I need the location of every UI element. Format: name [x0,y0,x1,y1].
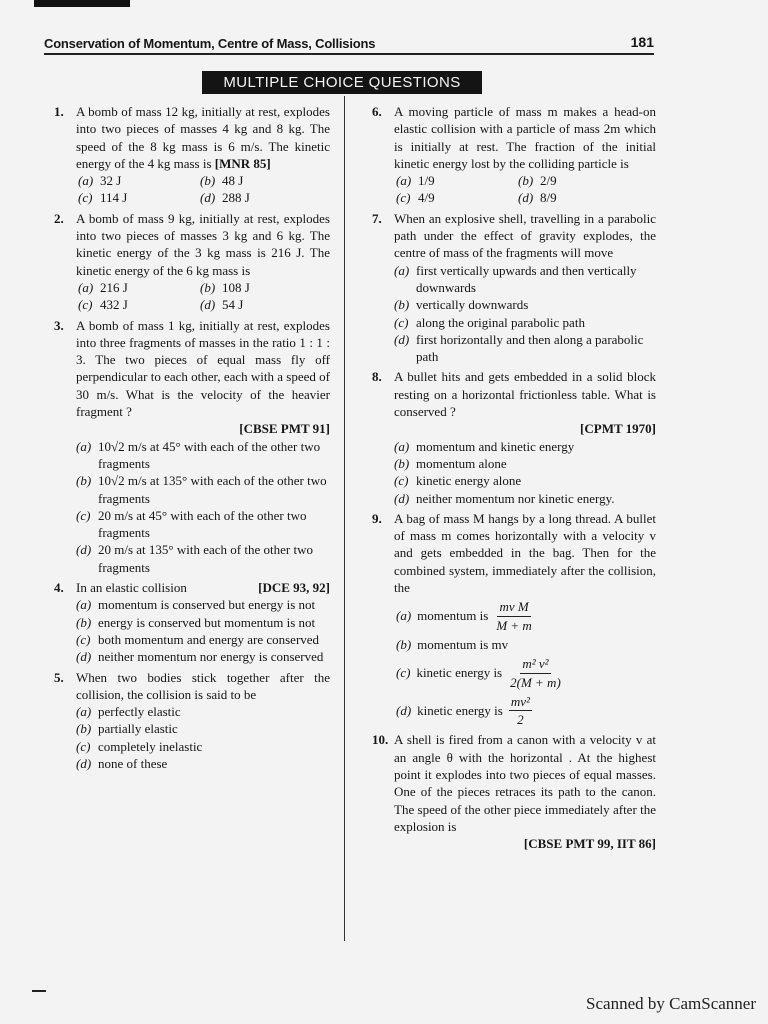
question-text: When two bodies stick together after the collision, the collision is said to be [76,669,330,702]
question-number: 3. [54,317,64,333]
section-banner: MULTIPLE CHOICE QUESTIONS [202,71,482,94]
question-6 [372,103,656,207]
option-c: (c) 114 J [78,190,128,206]
question-text: In an elastic collision [76,580,187,596]
option-a: (a) 32 J [78,173,122,189]
option-a: (a) first vertically upwards and then vertically downwards [394,262,637,295]
question-1 [54,103,330,207]
header-rule [44,53,654,55]
question-3 [54,317,330,576]
option-a: (a) 1/9 [396,173,435,189]
chapter-title: Conservation of Momentum, Centre of Mass, Collisions [44,36,376,51]
option-c: (c) along the original parabolic path [394,314,585,330]
option-b: (b) 10√2 m/s at 135° with each of the other two fragments [76,473,327,506]
page-header [44,32,654,56]
question-number: 2. [54,210,64,226]
option-d: (d) neither momentum nor energy is conserved [76,649,324,665]
source-tag: [CPMT 1970] [580,421,656,437]
option-d: (d) none of these [76,755,168,771]
right-column [372,103,656,855]
source-tag: [CBSE PMT 91] [239,421,330,437]
question-number: 5. [54,669,64,685]
fraction: $\frac{\text{mv M}}{M + m}$ [496,599,532,633]
question-7 [372,210,656,366]
scanner-watermark: Scanned by CamScanner [586,994,756,1013]
question-number: 8. [372,369,382,385]
question-number: 4. [54,580,64,596]
option-a: (a) perfectly elastic [76,704,181,720]
question-text: A bomb of mass 12 kg, initially at rest, explodes into two pieces of masses 4 kg and 8 kg. The speed of the 8 kg mass is 6 m/s. The kinetic energy of the 4 kg mass is [76,104,330,171]
question-text: A bomb of mass 1 kg, initially at rest, explodes into three fragments of masses in the ratio 1 : 1 : 3. The two pieces of equal mass fly off perpendicular to each other, each with a speed of 30 m/s. What is the velocity of the heavier fragment ? [76,317,330,420]
question-text: A bag of mass M hangs by a long thread. A bullet of mass m comes horizontally with a velocity v and gets embedded in the bag. Then for the combined system, immediately after the collision, the [394,510,656,596]
source-tag: [DCE 93, 92] [258,580,330,596]
option-d: (d) 20 m/s at 135° with each of the other two fragments [76,542,313,575]
left-column [54,103,330,775]
option-a: (a) momentum is conserved but energy is not [76,597,316,613]
option-a: (a) 10√2 m/s at 45° with each of the other two fragments [76,438,321,471]
margin-mark [32,990,46,992]
question-9 [372,510,656,729]
option-d: (d) 54 J [200,297,244,313]
question-text: When an explosive shell, travelling in a parabolic path under the effect of gravity explodes, the centre of mass of the fragments will move [394,210,656,261]
option-b: (b) partially elastic [76,721,178,737]
fraction: $\frac{\text{mv²}}{2}$ [510,693,530,728]
option-c: (c) kinetic energy is $\frac{\text{m² v²}}{2(M + m)}$ [396,656,561,690]
option-b: (b) vertically downwards [394,297,529,313]
option-d: (d) 288 J [200,190,250,206]
option-b: (b) 2/9 [518,173,557,189]
option-d: (d) first horizontally and then along a parabolic path [394,331,644,365]
question-text: A bullet hits and gets embedded in a solid block resting on a horizontal frictionless table. What is conserved ? [394,369,656,420]
option-c: (c) 432 J [78,297,128,313]
question-number: 10. [372,732,389,748]
option-c: (c) both momentum and energy are conserved [76,631,320,647]
option-d: (d) 8/9 [518,190,557,206]
option-b: (b) momentum alone [394,455,507,471]
question-number: 7. [372,210,382,226]
question-number: 6. [372,104,382,119]
options [76,279,330,314]
question-number: 1. [54,104,64,119]
question-5 [54,669,330,773]
question-text: A bomb of mass 9 kg, initially at rest, explodes into two pieces of masses 3 kg and 6 kg. The kinetic energy of the 3 kg mass is 216 J. The kinetic energy of the 6 kg mass is [76,210,330,278]
option-a: (a) momentum and kinetic energy [394,438,575,454]
option-a: (a) momentum is $\frac{\text{mv M}}{M + m}$ [396,599,532,633]
option-c: (c) 20 m/s at 45° with each of the other two fragments [76,507,307,541]
question-text: A moving particle of mass m makes a head-on elastic collision with a particle of mass 2m which is initially at rest. The fraction of the initial kinetic energy lost by the colliding particle is [394,104,656,171]
fraction: $\frac{\text{m² v²}}{2(M + m)}$ [510,656,561,690]
question-8 [372,368,656,506]
top-edge-mark [34,0,130,7]
page-number: 181 [630,34,654,50]
question-text: A shell is fired from a canon with a velocity v at an angle θ with the horizontal . At the highest point it explodes into two pieces of equal masses. One of the pieces retraces its path to the canon. The speed of the other piece immediately after the explosion is [394,732,656,834]
question-4 [54,579,330,665]
option-c: (c) completely inelastic [76,738,203,754]
question-2 [54,210,330,314]
question-number: 9. [372,510,382,526]
options [76,172,330,207]
option-d: (d) neither momentum nor kinetic energy. [394,490,615,506]
source-tag: [MNR 85] [214,155,271,171]
options [394,172,656,207]
option-a: (a) 216 J [78,279,128,295]
option-d: (d) kinetic energy is $\frac{\text{mv²}}{2}$ [396,693,530,728]
option-b: (b) momentum is mv [396,636,509,652]
option-c: (c) 4/9 [396,190,435,206]
option-b: (b) 108 J [200,279,250,295]
option-c: (c) kinetic energy alone [394,473,522,489]
column-divider [344,96,345,941]
question-10 [372,731,656,852]
source-tag: [CBSE PMT 99, IIT 86] [523,836,656,852]
option-b: (b) 48 J [200,173,244,189]
option-b: (b) energy is conserved but momentum is not [76,614,316,630]
